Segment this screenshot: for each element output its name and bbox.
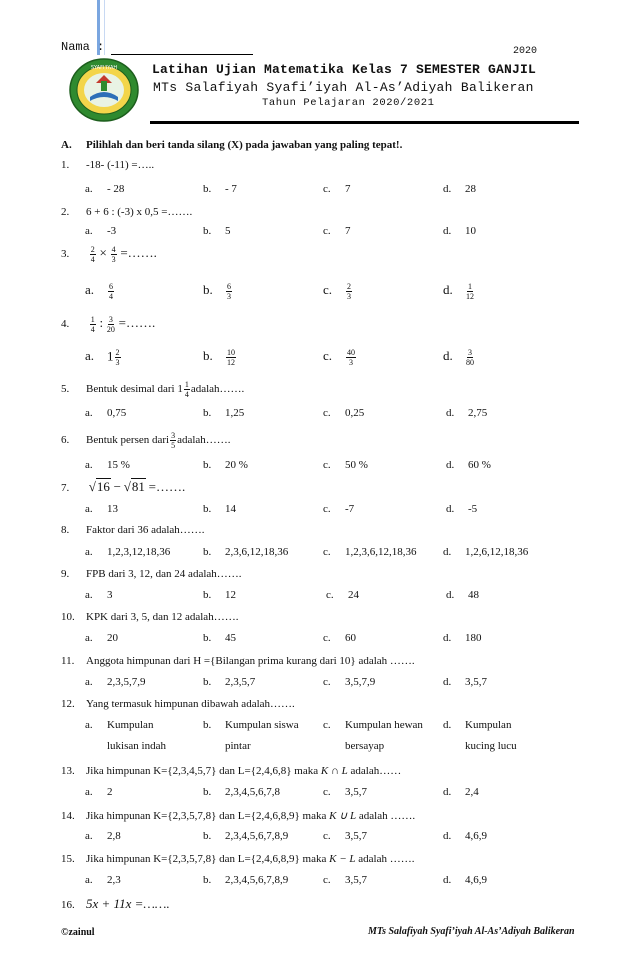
q13-option-c[interactable]: c. 3,5,7 — [323, 786, 367, 798]
q5-option-d[interactable]: d. 2,75 — [446, 407, 488, 419]
q2-option-d[interactable]: d. 10 — [443, 225, 476, 237]
q4-option-c[interactable]: c. $\frac{40}{3}$ — [323, 348, 355, 367]
header-year: 2020 — [513, 46, 538, 57]
question-3: 3. $\frac{2}{4}$ × $\frac{4}{3}$ =……. — [61, 245, 157, 264]
q10-option-a[interactable]: a. 20 — [85, 632, 118, 644]
q7-option-d[interactable]: d. -5 — [446, 503, 478, 515]
q7-option-b[interactable]: b. 14 — [203, 503, 236, 515]
q3-option-a[interactable]: a. $\frac{6}{4}$ — [85, 282, 113, 301]
question-1: 1. -18- (-11) =….. — [61, 159, 155, 171]
question-11: 11. Anggota himpunan dari H ={Bilangan prima kurang dari 10} adalah ……. — [61, 655, 415, 667]
q13-option-a[interactable]: a. 2 — [85, 786, 113, 798]
q3-option-c[interactable]: c. $\frac{2}{3}$ — [323, 282, 351, 301]
question-5: 5. Bentuk desimal dari 1 $\frac{1}{4}$ adalah……. — [61, 380, 245, 399]
q2-option-a[interactable]: a. -3 — [85, 225, 117, 237]
nama-label: Nama : — [61, 40, 105, 54]
q14-option-c[interactable]: c. 3,5,7 — [323, 830, 367, 842]
question-15: 15. Jika himpunan K={2,3,5,7,8} dan L={2,4,6,8,9} maka K − L adalah ……. — [61, 853, 415, 865]
q6-option-b[interactable]: b. 20 % — [203, 459, 248, 471]
q4-option-b[interactable]: b. $\frac{10}{12}$ — [203, 348, 235, 367]
q3-option-d[interactable]: d. $\frac{1}{12}$ — [443, 282, 474, 301]
q12-option-d[interactable]: d. Kumpulan kucing lucu — [443, 719, 517, 752]
question-13: 13. Jika himpunan K={2,3,4,5,7} dan L={2,4,6,8} maka K ∩ L adalah…… — [61, 765, 402, 777]
q10-option-b[interactable]: b. 45 — [203, 632, 236, 644]
question-9: 9. FPB dari 3, 12, dan 24 adalah……. — [61, 568, 242, 580]
nama-fill-line — [111, 54, 253, 55]
q15-option-a[interactable]: a. 2,3 — [85, 874, 121, 886]
q3-option-b[interactable]: b. $\frac{6}{3}$ — [203, 282, 231, 301]
q14-option-b[interactable]: b. 2,3,4,5,6,7,8,9 — [203, 830, 289, 842]
q8-option-d[interactable]: d. 1,2,6,12,18,36 — [443, 546, 529, 558]
q11-option-d[interactable]: d. 3,5,7 — [443, 676, 487, 688]
q15-option-d[interactable]: d. 4,6,9 — [443, 874, 487, 886]
q5-option-c[interactable]: c. 0,25 — [323, 407, 365, 419]
q12-option-a[interactable]: a. Kumpulan lukisan indah — [85, 719, 166, 752]
question-16: 16. 5x + 11x =……. — [61, 896, 170, 911]
q11-option-c[interactable]: c. 3,5,7,9 — [323, 676, 376, 688]
q11-option-a[interactable]: a. 2,3,5,7,9 — [85, 676, 146, 688]
q9-option-b[interactable]: b. 12 — [203, 589, 236, 601]
q8-option-b[interactable]: b. 2,3,6,12,18,36 — [203, 546, 289, 558]
school-logo — [68, 57, 140, 123]
q2-option-c[interactable]: c. 7 — [323, 225, 351, 237]
academic-year: Tahun Pelajaran 2020/2021 — [262, 97, 435, 109]
q7-option-c[interactable]: c. -7 — [323, 503, 355, 515]
question-2: 2. 6 + 6 : (-3) x 0,5 =……. — [61, 206, 193, 218]
footer-school: MTs Salafiyah Syafi’iyah Al-As’Adiyah Balikeran — [368, 926, 575, 937]
question-6: 6. Bentuk persen dari $\frac{3}{5}$ adalah……. — [61, 431, 231, 450]
q6-option-c[interactable]: c. 50 % — [323, 459, 368, 471]
q5-option-a[interactable]: a. 0,75 — [85, 407, 127, 419]
q8-option-a[interactable]: a. 1,2,3,12,18,36 — [85, 546, 171, 558]
svg-text:SYAFI'IYAH: SYAFI'IYAH — [90, 65, 118, 71]
question-4: 4. $\frac{1}{4}$ : $\frac{3}{20}$ =……. — [61, 315, 156, 334]
q14-option-a[interactable]: a. 2,8 — [85, 830, 121, 842]
footer-credit: ©zainul — [61, 927, 95, 938]
question-8: 8. Faktor dari 36 adalah……. — [61, 524, 205, 536]
q1-option-d[interactable]: d. 28 — [443, 183, 476, 195]
q1-option-a[interactable]: a. - 28 — [85, 183, 125, 195]
q6-option-d[interactable]: d. 60 % — [446, 459, 491, 471]
q1-option-b[interactable]: b. - 7 — [203, 183, 237, 195]
q15-option-c[interactable]: c. 3,5,7 — [323, 874, 367, 886]
q5-option-b[interactable]: b. 1,25 — [203, 407, 245, 419]
q9-option-c[interactable]: c. 24 — [326, 589, 359, 601]
q4-option-d[interactable]: d. $\frac{3}{80}$ — [443, 348, 474, 367]
q1-option-c[interactable]: c. 7 — [323, 183, 351, 195]
q12-option-c[interactable]: c. Kumpulan hewan bersayap — [323, 719, 423, 752]
q4-option-a[interactable]: a. 1 $\frac{2}{3}$ — [85, 348, 120, 367]
q10-option-d[interactable]: d. 180 — [443, 632, 482, 644]
q10-option-c[interactable]: c. 60 — [323, 632, 356, 644]
q13-option-d[interactable]: d. 2,4 — [443, 786, 479, 798]
q15-option-b[interactable]: b. 2,3,4,5,6,7,8,9 — [203, 874, 289, 886]
q7-option-a[interactable]: a. 13 — [85, 503, 118, 515]
q11-option-b[interactable]: b. 2,3,5,7 — [203, 676, 256, 688]
q14-option-d[interactable]: d. 4,6,9 — [443, 830, 487, 842]
q2-option-b[interactable]: b. 5 — [203, 225, 231, 237]
q6-option-a[interactable]: a. 15 % — [85, 459, 130, 471]
question-10: 10. KPK dari 3, 5, dan 12 adalah……. — [61, 611, 239, 623]
q8-option-c[interactable]: c. 1,2,3,6,12,18,36 — [323, 546, 417, 558]
q13-option-b[interactable]: b. 2,3,4,5,6,7,8 — [203, 786, 280, 798]
header-rule — [150, 121, 579, 124]
section-heading: A. Pilihlah dan beri tanda silang (X) pada jawaban yang paling tepat!. — [61, 139, 403, 151]
q9-option-d[interactable]: d. 48 — [446, 589, 479, 601]
q9-option-a[interactable]: a. 3 — [85, 589, 113, 601]
question-7: 7. √16 − √81 =……. — [61, 479, 186, 494]
question-14: 14. Jika himpunan K={2,3,5,7,8} dan L={2,4,6,8,9} maka K ∪ L adalah ……. — [61, 810, 416, 822]
q12-option-b[interactable]: b. Kumpulan siswa pintar — [203, 719, 299, 752]
school-name: MTs Salafiyah Syafi’iyah Al-As’Adiyah Balikeran — [153, 80, 534, 95]
exam-title: Latihan Ujian Matematika Kelas 7 SEMESTER GANJIL — [152, 62, 537, 77]
question-12: 12. Yang termasuk himpunan dibawah adalah……. — [61, 698, 295, 710]
